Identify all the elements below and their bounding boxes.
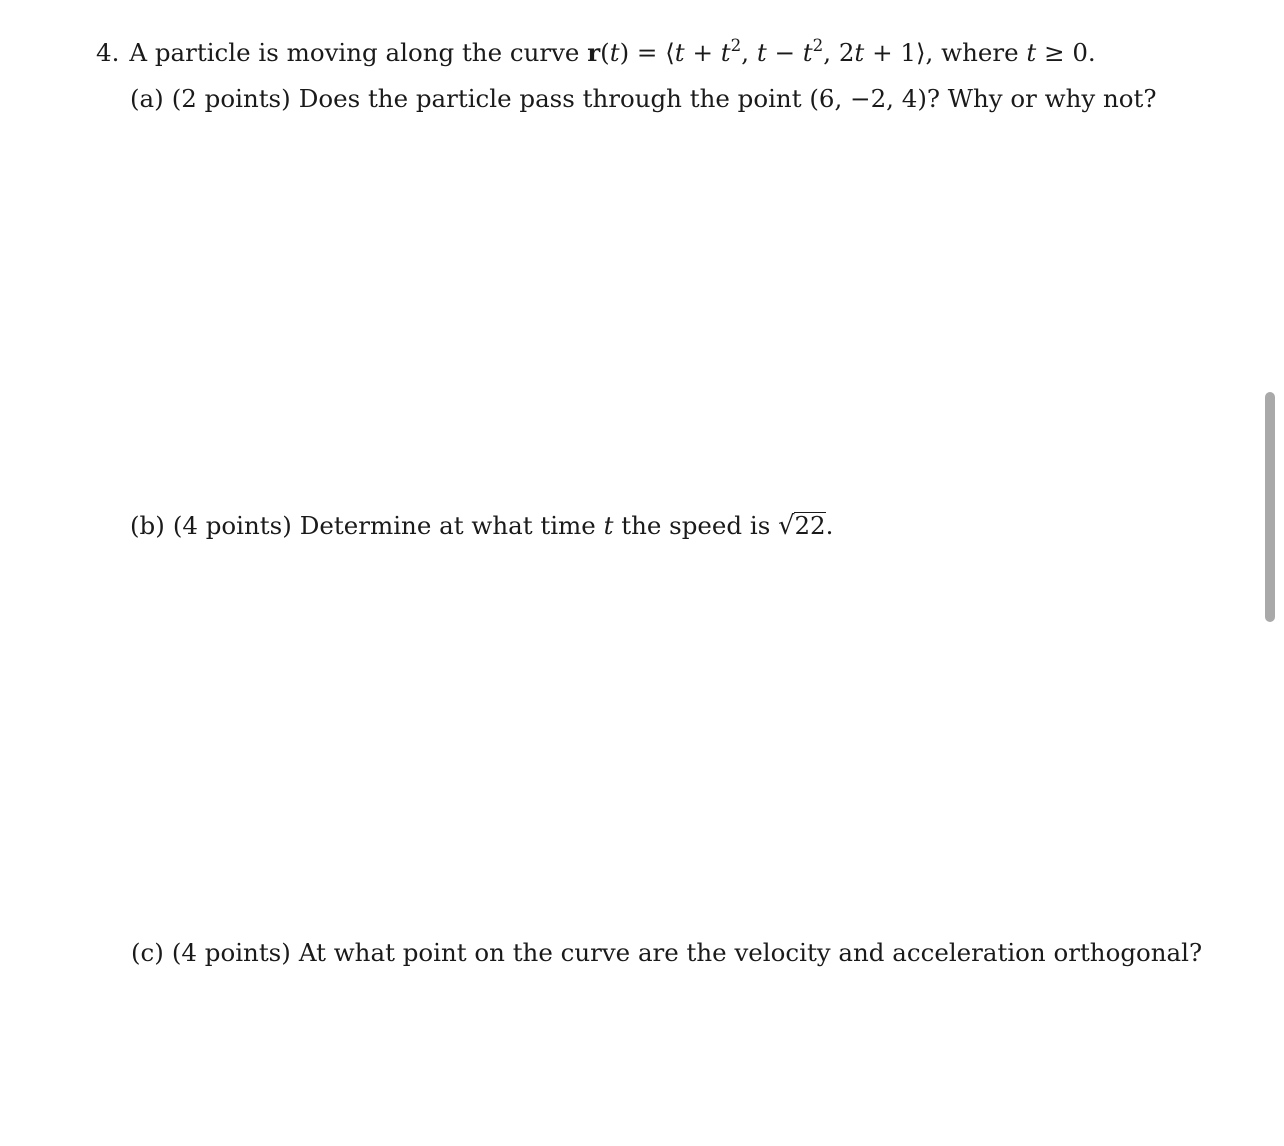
sqrt-expression — [778, 511, 826, 541]
part-b-end: . — [825, 511, 834, 540]
comp2-t2: t — [802, 38, 813, 67]
sqrt-radicand: 22 — [794, 511, 826, 540]
question-intro: A particle is moving along the curve — [129, 38, 580, 67]
part-c-label: (c) — [131, 938, 164, 967]
comma-1: , — [741, 38, 757, 67]
part-c — [131, 938, 1202, 968]
question-number: 4. — [96, 38, 120, 67]
part-c-text: At what point on the curve are the velocity and acceleration orthogonal? — [298, 938, 1203, 967]
part-b-text-before: Determine at what time — [299, 511, 596, 540]
equals-sign: = — [629, 38, 666, 67]
comp2-t: t — [756, 38, 767, 67]
vertical-scrollbar[interactable] — [1265, 392, 1275, 622]
comp2-minus: − — [766, 38, 803, 67]
part-a — [130, 84, 1157, 114]
condition-text: ≥ 0. — [1036, 38, 1096, 67]
comp3-t: t — [854, 38, 865, 67]
comp1-t: t — [674, 38, 685, 67]
paren-close: ) — [619, 38, 630, 67]
part-b — [130, 511, 833, 541]
part-b-text-after: the speed is — [621, 511, 771, 540]
comma-2: , — [823, 38, 839, 67]
part-b-label: (b) — [130, 511, 165, 540]
comp3-coef: 2 — [838, 38, 855, 67]
where-text: , where — [925, 38, 1027, 67]
exponent-1: 2 — [730, 36, 742, 56]
exponent-2: 2 — [812, 36, 824, 56]
comp3-rest: + 1 — [864, 38, 916, 67]
part-a-label: (a) — [130, 84, 164, 113]
part-a-points: (2 points) — [171, 84, 291, 113]
left-angle: ⟨ — [665, 38, 675, 67]
var-t: t — [609, 38, 620, 67]
part-c-points: (4 points) — [171, 938, 291, 967]
part-b-points: (4 points) — [172, 511, 292, 540]
question-statement — [96, 38, 1096, 68]
curve-equation — [587, 38, 925, 67]
part-a-text: Does the particle pass through the point (6, −2, 4)? Why or why not? — [298, 84, 1157, 113]
right-angle: ⟩ — [915, 38, 926, 67]
paren-open: ( — [600, 38, 610, 67]
comp1-plus: + — [684, 38, 721, 67]
cond-t: t — [1026, 38, 1037, 67]
part-b-var-t: t — [603, 511, 614, 540]
comp1-t2: t — [720, 38, 731, 67]
sqrt-symbol: √ — [778, 511, 795, 541]
vector-r: r — [587, 38, 601, 67]
